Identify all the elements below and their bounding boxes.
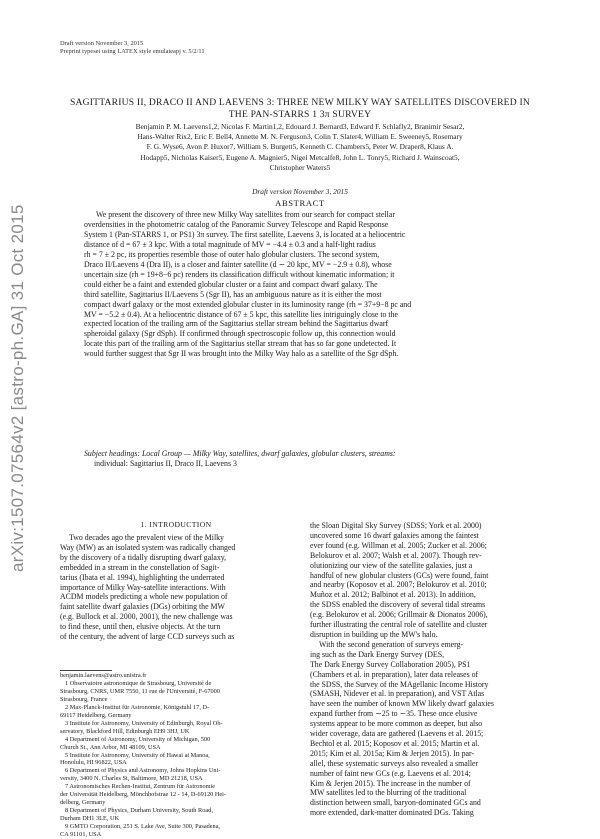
arxiv-identifier-stamp: arXiv:1507.07564v2 [astro-ph.GA] 31 Oct 2015 <box>8 204 27 572</box>
text-line: more extended, dark-matter dominated DGs. Taking <box>310 808 474 818</box>
paper-title-line-2: THE PAN-STARRS 1 3π SURVEY <box>228 109 372 120</box>
text-line: wider coverage, data are gathered (Laevens et al. 2015; <box>310 729 484 739</box>
abstract-line: would further suggest that Sgr II was brought into the Milky Way halo as a satellite of the Sgr dSph. <box>84 349 399 359</box>
footnote-line: 1 Observatoire astronomique de Strasbourg, Université de <box>65 679 212 687</box>
text-line: ever found (e.g. Willman et al. 2005; Zucker et al. 2006; <box>310 540 487 550</box>
text-line: 2015; Kim et al. 2015a; Kim & Jerjen 2015). In par- <box>310 748 475 758</box>
draft-date-line: Draft version November 3, 2015 <box>60 40 144 47</box>
text-line: the Sloan Digital Sky Survey (SDSS; York et al. 2000) <box>310 521 482 530</box>
text-line: Belokurov et al. 2007; Walsh et al. 2007). Though rev- <box>310 550 482 560</box>
text-line: (e.g. Belokurov et al. 2006; Grillmair & Dionatos 2006), <box>310 610 488 620</box>
abstract-line: expected location of the trailing arm of the Sagittarius stellar stream behind the Sagittarius dwarf <box>84 319 389 329</box>
abstract-line: rh = 7 ± 2 pc, its properties resemble those of outer halo globular clusters. The second system, <box>84 249 380 259</box>
author-line: Hans-Walter Rix2, Eric F. Bell4, Annette M. N. Ferguson3, Colin T. Slater4, William E. Sweeney5, Rosemary <box>137 132 463 142</box>
text-line: by the discovery of a tidally disrupting dwarf galaxy, <box>60 552 227 562</box>
abstract-line: We present the discovery of three new Milky Way satellites from our search for compact stellar <box>96 210 395 219</box>
footnotes <box>60 672 292 839</box>
text-line: expand further from ∼25 to ∼35. These once elusive <box>310 709 478 719</box>
text-line: tarius (Ibata et al. 1994), highlighting the underrated <box>60 572 225 582</box>
footnote-line: 69117 Heidelberg, Germany <box>60 711 132 719</box>
intro-right-column <box>310 521 542 818</box>
abstract-heading: ABSTRACT <box>275 198 325 208</box>
author-line: Hodapp5, Nicholas Kaiser5, Eugene A. Magnier5, Nigel Metcalfe8, John L. Tonry5, Richard J. Wainscoat5, <box>140 152 460 162</box>
footnote-line: Durham DH1 3LE, UK <box>60 815 120 823</box>
text-line: (e.g. Bullock et al. 2000, 2001), the new challenge was <box>60 612 233 622</box>
author-line: Christopher Waters5 <box>269 162 331 172</box>
text-line: ACDM models predicting a whole new population of <box>60 592 228 602</box>
footnote-line: benjamin.laevens@astro.unistra.fr <box>60 672 147 679</box>
abstract-line: uncertain size (rh = 19+8−6 pc) renders its classification difficult without kinematic information; it <box>84 269 395 279</box>
footnote-line: 2 Max-Planck-Institut für Astronomie, Königstuhl 17, D- <box>65 703 210 711</box>
text-line: systems appear to be more common as deeper, but also <box>310 719 483 729</box>
abstract-line: Draco II/Laevens 4 (Dra II), is a closer and fainter satellite (d ∼ 20 kpc, MV = −2.9 ± 0.8), whose <box>84 259 392 269</box>
footnote-line: 8 Department of Physics, Durham University, South Road, <box>65 807 213 815</box>
text-line: Bechtol et al. 2015; Koposov et al. 2015; Martin et al. <box>310 738 480 748</box>
text-line: handful of new globular clusters (GCs) were found, faint <box>310 570 489 580</box>
abstract-line: third satellite, Sagittarius II/Laevens 5 (Sgr II), has an ambiguous nature as it is either the most <box>84 289 382 299</box>
text-line: Kim & Jerjen 2015). The increase in the number of <box>310 778 471 788</box>
footnote-line: servatory, Blackford Hill, Edinburgh EH9 3HJ, UK <box>60 727 190 735</box>
subject-line: individual: Sagittarius II, Draco II, Laevens 3 <box>94 458 237 468</box>
abstract-line: locate this part of the trailing arm of the Sagittarius stellar stream that has so far gone undetected. It <box>84 339 397 349</box>
text-line: faint satellite dwarf galaxies (DGs) orbiting the MW <box>60 602 225 612</box>
footnote-line: 3 Institute for Astronomy, University of Edinburgh, Royal Ob- <box>65 719 223 727</box>
abstract-line: could either be a faint and extended globular cluster or a faint and compact dwarf galaxy. The <box>84 279 378 289</box>
abstract-line: distance of d = 67 ± 3 kpc. With a total magnitude of MV = −4.4 ± 0.3 and a half-light radius <box>84 239 376 249</box>
text-line: distinction between small, baryon-dominated GCs and <box>310 798 481 808</box>
text-line: uncovered some 16 dwarf galaxies among the faintest <box>310 530 479 540</box>
text-line: the SDSS enabled the discovery of several tidal streams <box>310 600 486 610</box>
footnote-line: Strasbourg, CNRS, UMR 7550, 11 rue de l'Université, F-67000 <box>60 687 220 695</box>
author-line: F. G. Wyse6, Avon P. Huxor7, William S. Burgett5, Kenneth C. Chambers5, Peter W. Draper8, Klaus A. <box>146 142 454 152</box>
text-line: have seen the number of known MW likely dwarf galaxies <box>310 699 494 709</box>
text-line: of the century, the advent of large CCD surveys such as <box>60 632 235 642</box>
text-line: ing such as the Dark Energy Survey (DES, <box>310 649 445 659</box>
text-line: MW satellites led to the blurring of the traditional <box>310 788 467 798</box>
intro-left-column <box>60 533 292 642</box>
section-heading-introduction: 1. INTRODUCTION <box>140 520 212 529</box>
text-line: allel, these systematic surveys also revealed a smaller <box>310 758 479 768</box>
abstract-line: MV = −5.2 ± 0.4). At a heliocentric distance of 67 ± 5 kpc, this satellite lies intriguingly close to the <box>84 309 399 319</box>
abstract-line: spheroidal galaxy (Sgr dSph). If confirmed through spectroscopic follow up, this connection would <box>84 329 396 339</box>
footnote-line: 4 Department of Astronomy, University of Michigan, 500 <box>65 735 211 743</box>
text-line: the SDSS, the Survey of the MAgellanic Income History <box>310 679 489 689</box>
footnote-line: Strasbourg, France <box>60 695 108 703</box>
draft-version-line: Draft version November 3, 2015 <box>252 187 348 196</box>
text-line: to find these, until then, elusive objects. At the turn <box>60 622 221 632</box>
text-line: further illustrating the central role of satellite and cluster <box>310 620 488 630</box>
footnote-line: der Universität Heidelberg, Mönchhofstrae 12 - 14, D-69120 Hei- <box>60 791 227 799</box>
abstract-line: System 1 (Pan-STARRS 1, or PS1) 3π survey. The first satellite, Laevens 3, is located at a heliocentric <box>84 229 406 239</box>
footnote-line: 9 GMTO Corporation, 251 S. Lake Ave, Suite 300, Pasadena, <box>65 823 221 831</box>
text-line: and nearby (Koposov et al. 2007; Belokurov et al. 2010; <box>310 580 487 590</box>
text-line: With the second generation of surveys emerg- <box>319 639 464 649</box>
abstract-body <box>84 210 516 359</box>
preprint-style-line: Preprint typeset using LATEX style emulateapj v. 5/2/11 <box>60 48 205 56</box>
subject-headings <box>84 449 516 469</box>
subject-line: Subject headings: Local Group — Milky Way, satellites, dwarf galaxies, globular clusters, streams: <box>84 449 396 458</box>
text-line: The Dark Energy Survey Collaboration 2005), PS1 <box>310 659 471 669</box>
text-line: Way (MW) as an isolated system was radically changed <box>60 542 236 552</box>
preprint-header <box>60 40 205 57</box>
abstract-line: compact dwarf galaxy or the most extended globular cluster in its luminosity range (rh = 37+9−8 pc and <box>84 299 412 309</box>
footnote-line: 6 Department of Physics and Astronomy, Johns Hopkins Uni- <box>65 767 221 775</box>
footnote-line: Church St., Ann Arbor, MI 48109, USA <box>60 743 161 751</box>
text-line: (Chambers et al. in preparation), later data releases of <box>310 669 479 679</box>
text-line: number of faint new GCs (e.g. Laevens et al. 2014; <box>310 768 471 778</box>
text-line: (SMASH, Nidever et al. in preparation), and VST Atlas <box>310 689 485 699</box>
footnote-line: versity, 3400 N. Charles St, Baltimore, MD 21218, USA <box>60 775 203 783</box>
text-line: Muñoz et al. 2012; Balbinot et al. 2013). In addition, <box>310 590 476 600</box>
text-line: Two decades ago the prevalent view of the Milky <box>69 533 224 542</box>
abstract-line: overdensities in the photometric catalog of the Panoramic Survey Telescope and Rapid Response <box>84 219 389 229</box>
text-line: importance of Milky Way-satellite interactions. With <box>60 582 226 592</box>
paper-title-line-1: SAGITTARIUS II, DRACO II AND LAEVENS 3: THREE NEW MILKY WAY SATELLITES DISCOVERED IN <box>70 97 530 108</box>
footnote-rule <box>60 670 112 671</box>
author-line: Benjamin P. M. Laevens1,2, Nicolas F. Martin1,2, Edouard J. Bernard3, Edward F. Schlafly2, Branimir Sesar2, <box>135 122 465 131</box>
footnote-line: delberg, Germany <box>60 799 106 807</box>
text-line: disruption in building up the MW's halo. <box>310 629 438 639</box>
footnote-line: Honolulu, HI 96822, USA <box>60 759 127 767</box>
footnote-line: CA 91101, USA <box>60 831 102 839</box>
text-line: olutionizing our view of the satellite galaxies, just a <box>310 560 473 570</box>
footnote-line: 5 Institute for Astronomy, University of Hawai at Manoa, <box>65 751 210 759</box>
author-list <box>68 122 532 173</box>
footnote-line: 7 Astronomisches Rechen-Institut, Zentrum für Astronomie <box>65 783 216 791</box>
text-line: embedded in a stream in the constellation of Sagit- <box>60 562 220 572</box>
